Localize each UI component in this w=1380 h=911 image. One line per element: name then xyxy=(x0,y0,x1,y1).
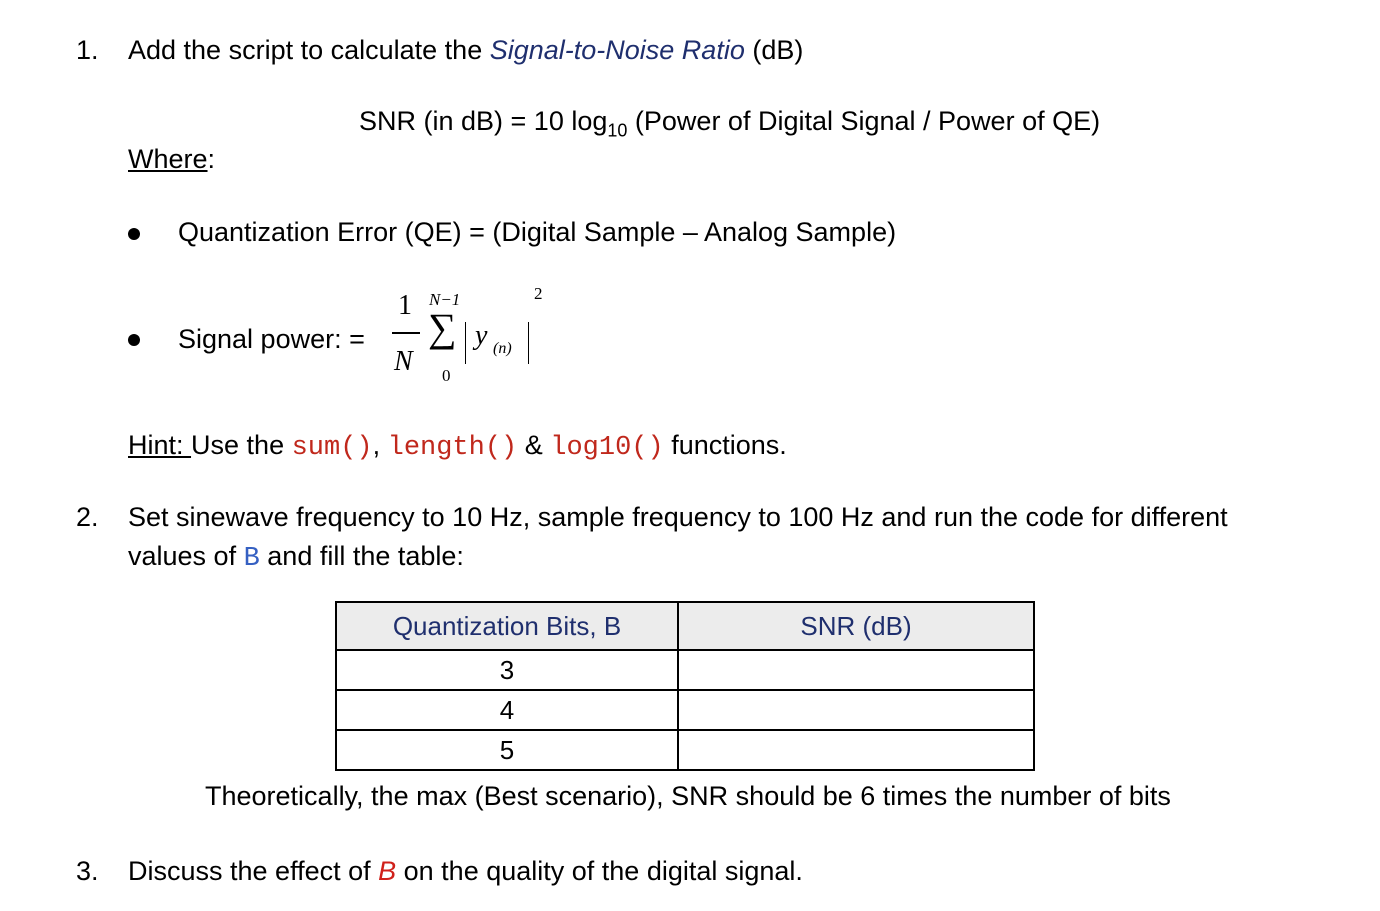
sigma-symbol: ∑ xyxy=(428,305,457,350)
math-exponent: 2 xyxy=(534,284,543,303)
bits-cell: 5 xyxy=(336,730,678,770)
signal-power-label: Signal power: = xyxy=(178,324,365,354)
item-2-code-b: B xyxy=(243,544,260,574)
snr-formula xyxy=(359,104,1100,147)
table-header-row xyxy=(336,602,1034,650)
item-3-number: 3. xyxy=(76,856,99,886)
hint-text-2: functions. xyxy=(663,430,787,460)
snr-table xyxy=(335,601,1035,771)
item-3-prefix: Discuss the effect of xyxy=(128,856,379,886)
snr-cell xyxy=(678,650,1034,690)
table-row xyxy=(336,730,1034,770)
math-variable-subscript: (n) xyxy=(493,340,512,357)
snr-cell xyxy=(678,690,1034,730)
item-1-prefix: Add the script to calculate the xyxy=(128,35,490,65)
fraction-bar xyxy=(392,332,420,334)
hint-label: Hint: xyxy=(128,430,192,460)
item-1-highlight: Signal-to-Noise Ratio xyxy=(489,35,745,65)
where-colon: : xyxy=(207,144,216,174)
formula-right: (Power of Digital Signal / Power of QE) xyxy=(627,106,1101,136)
item-3-highlight: B xyxy=(378,856,397,886)
item-3-text xyxy=(128,854,803,888)
item-2-line-2-suffix: and fill the table: xyxy=(259,541,464,571)
item-3-suffix: on the quality of the digital signal. xyxy=(396,856,803,886)
header-bits: Quantization Bits, B xyxy=(336,602,678,650)
hint-fn-log10: log10() xyxy=(550,433,664,463)
bullet-dot xyxy=(128,334,140,346)
hint-line xyxy=(128,428,787,465)
item-1-text xyxy=(128,33,803,67)
theory-note: Theoretically, the max (Best scenario), SNR should be 6 times the number of bits xyxy=(205,781,1171,811)
hint-fn-length: length() xyxy=(387,433,518,463)
table-row xyxy=(336,650,1034,690)
sum-lower-limit: 0 xyxy=(442,366,451,385)
bits-cell: 4 xyxy=(336,690,678,730)
where-label xyxy=(128,142,215,176)
bullet-dot xyxy=(128,228,140,240)
math-variable: y xyxy=(475,320,488,351)
item-2-number: 2. xyxy=(76,502,99,532)
item-1-suffix: (dB) xyxy=(744,35,804,65)
abs-bar-left xyxy=(465,322,466,364)
sum-upper-limit: N−1 xyxy=(429,290,461,309)
hint-sep-2: & xyxy=(517,430,551,460)
fraction-denominator: N xyxy=(394,346,413,377)
formula-sub: 10 xyxy=(607,120,628,141)
item-2-line-2 xyxy=(128,539,464,576)
where-word: Where xyxy=(128,144,208,174)
hint-text-1: Use the xyxy=(191,430,292,460)
snr-cell xyxy=(678,730,1034,770)
hint-sep-1: , xyxy=(372,430,388,460)
table-row xyxy=(336,690,1034,730)
formula-left: SNR (in dB) = 10 log xyxy=(359,106,608,136)
header-snr: SNR (dB) xyxy=(678,602,1034,650)
hint-fn-sum: sum() xyxy=(291,433,373,463)
qe-definition: Quantization Error (QE) = (Digital Sample – Analog Sample) xyxy=(178,217,897,247)
item-1-number: 1. xyxy=(76,35,99,65)
item-2-line-2-prefix: values of xyxy=(128,541,244,571)
abs-bar-right xyxy=(528,322,529,364)
bits-cell: 3 xyxy=(336,650,678,690)
fraction-numerator: 1 xyxy=(398,290,412,321)
item-2-line-1: Set sinewave frequency to 10 Hz, sample frequency to 100 Hz and run the code for different xyxy=(128,502,1228,532)
